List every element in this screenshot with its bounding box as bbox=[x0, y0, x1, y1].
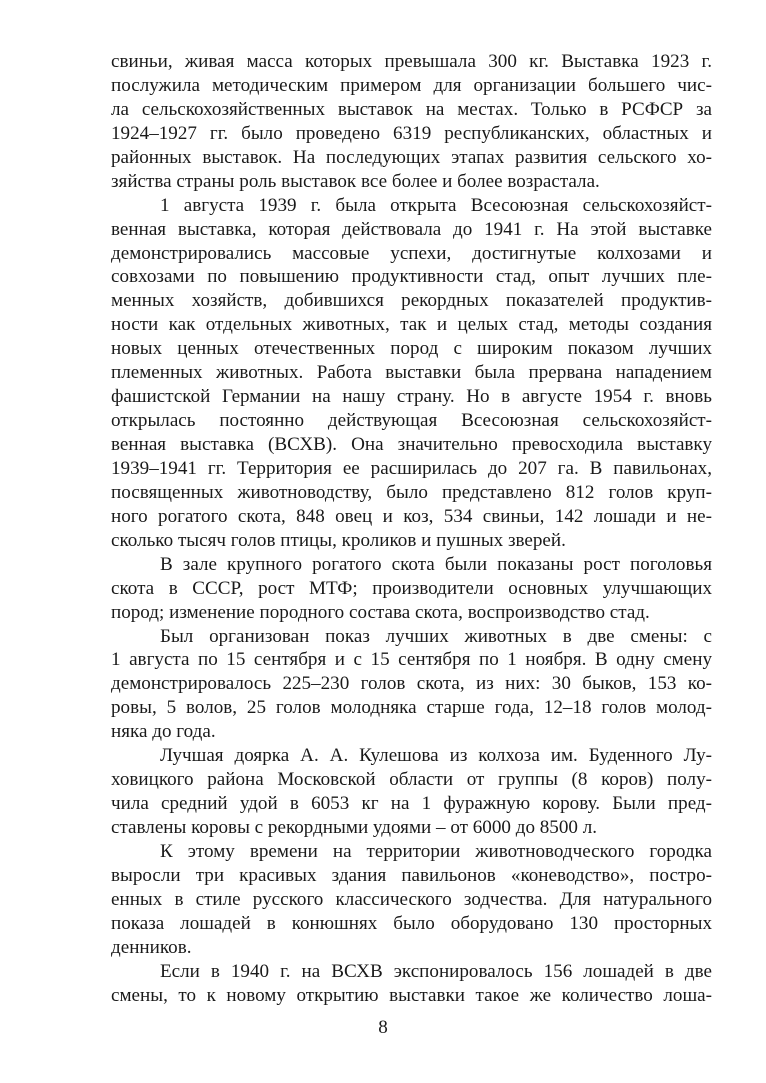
text-line: демонстрировались массовые успехи, достигнутые колхозами и bbox=[111, 242, 712, 264]
text-line: венная выставка, которая действовала до 1941 г. На этой выставке bbox=[111, 218, 712, 240]
text-line: выросли три красивых здания павильонов «коневодство», постро- bbox=[111, 864, 712, 886]
text-line: К этому времени на территории животноводческого городка bbox=[160, 840, 712, 862]
text-line: Лучшая доярка А. А. Кулешова из колхоза им. Буденного Лу- bbox=[160, 745, 712, 767]
text-line: фашистской Германии на нашу страну. Но в августе 1954 г. вновь bbox=[111, 386, 712, 408]
paragraph bbox=[111, 744, 712, 840]
text-line: пород; изменение породного состава скота, воспроизводство стад. bbox=[111, 601, 650, 623]
text-line: ности как отдельных животных, так и целых стад, методы создания bbox=[111, 314, 712, 336]
paragraph bbox=[111, 960, 712, 1008]
text-line: новых ценных отечественных пород с широким показом лучших bbox=[111, 338, 712, 360]
text-line: Был организован показ лучших животных в две смены: с bbox=[160, 625, 712, 647]
text-line: В зале крупного рогатого скота были показаны рост поголовья bbox=[160, 553, 712, 575]
paragraph bbox=[111, 194, 712, 553]
text-line: смены, то к новому открытию выставки такое же количество лоша- bbox=[111, 984, 712, 1006]
paragraph bbox=[111, 625, 712, 745]
text-line: демонстрировалось 225–230 голов скота, из них: 30 быков, 153 ко- bbox=[111, 673, 712, 695]
text-line: венная выставка (ВСХВ). Она значительно превосходила выставку bbox=[111, 434, 712, 455]
text-line: районных выставок. На последующих этапах развития сельского хо- bbox=[111, 146, 712, 168]
page-number: 8 bbox=[378, 1017, 388, 1038]
text-line: ровы, 5 волов, 25 голов молодняка старше года, 12–18 голов молод- bbox=[111, 697, 712, 719]
text-line: показа лошадей в конюшнях было оборудовано 130 просторных bbox=[111, 912, 712, 934]
text-line: 1 августа 1939 г. была открыта Всесоюзная сельскохозяйст- bbox=[160, 194, 712, 216]
text-line: совхозами по повышению продуктивности стад, опыт лучших пле- bbox=[111, 266, 712, 288]
body-text bbox=[111, 50, 712, 1008]
text-line: Если в 1940 г. на ВСХВ экспонировалось 156 лошадей в две bbox=[160, 960, 712, 982]
text-line: 1924–1927 гг. было проведено 6319 республиканских, областных и bbox=[111, 122, 712, 144]
text-line: ного рогатого скота, 848 овец и коз, 534 свиньи, 142 лошади и не- bbox=[111, 505, 712, 527]
text-line: открылась постоянно действующая Всесоюзная сельскохозяйст- bbox=[111, 410, 712, 432]
text-line: денников. bbox=[111, 936, 192, 958]
text-line: менных хозяйств, добившихся рекордных показателей продуктив- bbox=[111, 290, 712, 312]
text-line: 1939–1941 гг. Территория ее расширилась до 207 га. В павильонах, bbox=[111, 457, 712, 479]
text-line: 1 августа по 15 сентября и с 15 сентября по 1 ноября. В одну смену bbox=[111, 649, 712, 671]
paragraph bbox=[111, 553, 712, 625]
text-line: ховицкого района Московской области от группы (8 коров) полу- bbox=[111, 769, 712, 791]
text-line: свиньи, живая масса которых превышала 300 кг. Выставка 1923 г. bbox=[111, 51, 712, 72]
text-line: ставлены коровы с рекордными удоями – от 6000 до 8500 л. bbox=[111, 817, 598, 838]
text-line: посвященных животноводству, было представлено 812 голов круп- bbox=[111, 481, 712, 503]
text-line: зяйства страны роль выставок все более и более возрастала. bbox=[111, 170, 600, 192]
text-line: послужила методическим примером для организации большего чис- bbox=[111, 74, 712, 96]
paragraph bbox=[111, 50, 712, 194]
text-line: скота в СССР, рост МТФ; производители основных улучшающих bbox=[111, 577, 712, 599]
paragraph bbox=[111, 840, 712, 960]
text-line: чила средний удой в 6053 кг на 1 фуражную корову. Были пред- bbox=[111, 793, 712, 815]
text-line: сколько тысяч голов птицы, кроликов и пушных зверей. bbox=[111, 529, 566, 551]
text-line: ла сельскохозяйственных выставок на местах. Только в РСФСР за bbox=[111, 98, 712, 120]
text-line: племенных животных. Работа выставки была прервана нападением bbox=[111, 362, 712, 384]
text-line: енных в стиле русского классического зодчества. Для натурального bbox=[111, 888, 712, 910]
text-line: няка до года. bbox=[111, 721, 216, 743]
